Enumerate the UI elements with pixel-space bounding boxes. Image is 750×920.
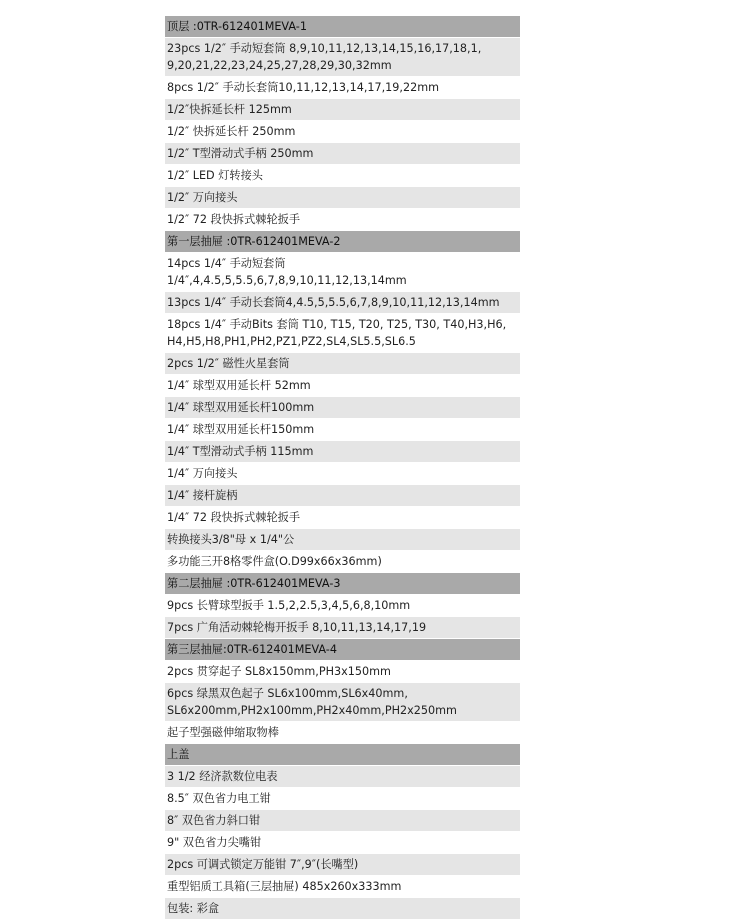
spec-text: 重型铝质工具箱(三层抽屉) 485x260x333mm (167, 880, 402, 893)
spec-text: 8.5″ 双色省力电工钳 (167, 792, 271, 805)
spec-row (165, 617, 520, 639)
spec-text: 2pcs 可调式锁定万能钳 7″,9″(长嘴型) (167, 858, 359, 871)
spec-text: 2pcs 1/2″ 磁性火星套筒 (167, 357, 290, 370)
spec-text: 1/4″ 球型双用延长杆100mm (167, 401, 315, 414)
spec-row (165, 507, 520, 529)
spec-text: 13pcs 1/4″ 手动长套筒4,4.5,5,5.5,6,7,8,9,10,11,12,13,14mm (167, 296, 500, 309)
spec-row (165, 551, 520, 573)
section-header (165, 16, 520, 38)
spec-text: 1/4″,4,4.5,5,5.5,6,7,8,9,10,11,12,13,14mm (167, 274, 407, 287)
spec-table (165, 16, 520, 920)
spec-text: 上盖 (167, 748, 190, 761)
spec-row (165, 788, 520, 810)
spec-row (165, 485, 520, 507)
spec-text: 18pcs 1/4″ 手动Bits 套筒 T10, T15, T20, T25, T30, T40,H3,H6, (167, 318, 507, 331)
spec-text: 1/4″ 球型双用延长杆150mm (167, 423, 315, 436)
spec-row (165, 463, 520, 485)
spec-row (165, 876, 520, 898)
spec-text: 23pcs 1/2″ 手动短套筒 8,9,10,11,12,13,14,15,16,17,18,1, (167, 42, 482, 55)
spec-row (165, 898, 520, 920)
spec-text: 顶层 :0TR-612401MEVA-1 (167, 20, 307, 33)
spec-row (165, 832, 520, 854)
spec-text: 1/4″ 接杆旋柄 (167, 489, 238, 502)
spec-text: 1/2″ 72 段快拆式棘轮扳手 (167, 213, 301, 226)
spec-row (165, 419, 520, 441)
spec-row (165, 99, 520, 121)
spec-text: 1/2″快拆延长杆 125mm (167, 103, 292, 116)
spec-row (165, 165, 520, 187)
spec-text: 2pcs 贯穿起子 SL8x150mm,PH3x150mm (167, 665, 391, 678)
spec-text: 1/2″ 快拆延长杆 250mm (167, 125, 296, 138)
spec-text: 起子型强磁伸缩取物棒 (167, 726, 279, 739)
spec-text: 9" 双色省力尖嘴钳 (167, 836, 262, 849)
spec-text: 第一层抽屉 :0TR-612401MEVA-2 (167, 235, 341, 248)
spec-text: 9,20,21,22,23,24,25,27,28,29,30,32mm (167, 59, 392, 72)
spec-row (165, 854, 520, 876)
spec-text: 8″ 双色省力斜口钳 (167, 814, 261, 827)
spec-text: 1/2″ T型滑动式手柄 250mm (167, 147, 314, 160)
spec-text: 8pcs 1/2″ 手动长套筒10,11,12,13,14,17,19,22mm (167, 81, 440, 94)
spec-text: 第二层抽屉 :0TR-612401MEVA-3 (167, 577, 341, 590)
spec-text: SL6x200mm,PH2x100mm,PH2x40mm,PH2x250mm (167, 704, 457, 717)
spec-text: 7pcs 广角活动棘轮梅开扳手 8,10,11,13,14,17,19 (167, 621, 427, 634)
section-header (165, 231, 520, 253)
spec-row (165, 77, 520, 99)
section-header (165, 573, 520, 595)
spec-text: 6pcs 绿黑双色起子 SL6x100mm,SL6x40mm, (167, 687, 408, 700)
spec-text: 9pcs 长臂球型扳手 1.5,2,2.5,3,4,5,6,8,10mm (167, 599, 411, 612)
spec-row (165, 375, 520, 397)
spec-row (165, 766, 520, 788)
spec-text: 1/4″ 球型双用延长杆 52mm (167, 379, 311, 392)
spec-row (165, 292, 520, 314)
spec-row (165, 441, 520, 463)
spec-row (165, 253, 520, 292)
spec-text: 1/4″ 万向接头 (167, 467, 238, 480)
spec-row (165, 314, 520, 353)
spec-row (165, 38, 520, 77)
spec-row (165, 722, 520, 744)
spec-text: 1/4″ T型滑动式手柄 115mm (167, 445, 314, 458)
spec-text: 3 1/2 经济款数位电表 (167, 770, 278, 783)
spec-row (165, 683, 520, 722)
spec-row (165, 353, 520, 375)
spec-row (165, 121, 520, 143)
spec-text: 1/2″ 万向接头 (167, 191, 238, 204)
spec-row (165, 143, 520, 165)
spec-row (165, 595, 520, 617)
section-header (165, 639, 520, 661)
section-header (165, 744, 520, 766)
spec-text: 1/2″ LED 灯转接头 (167, 169, 263, 182)
spec-row (165, 810, 520, 832)
spec-text: 第三层抽屉:0TR-612401MEVA-4 (167, 643, 337, 656)
spec-text: 转换接头3/8"母 x 1/4"公 (167, 533, 295, 546)
spec-row (165, 209, 520, 231)
spec-text: 多功能三开8格零件盒(O.D99x66x36mm) (167, 555, 382, 568)
spec-text: 14pcs 1/4″ 手动短套筒 (167, 257, 286, 270)
spec-text: 包装: 彩盒 (167, 902, 220, 915)
spec-text: H4,H5,H8,PH1,PH2,PZ1,PZ2,SL4,SL5.5,SL6.5 (167, 335, 416, 348)
spec-row (165, 661, 520, 683)
spec-row (165, 529, 520, 551)
spec-row (165, 187, 520, 209)
spec-row (165, 397, 520, 419)
spec-text: 1/4″ 72 段快拆式棘轮扳手 (167, 511, 301, 524)
